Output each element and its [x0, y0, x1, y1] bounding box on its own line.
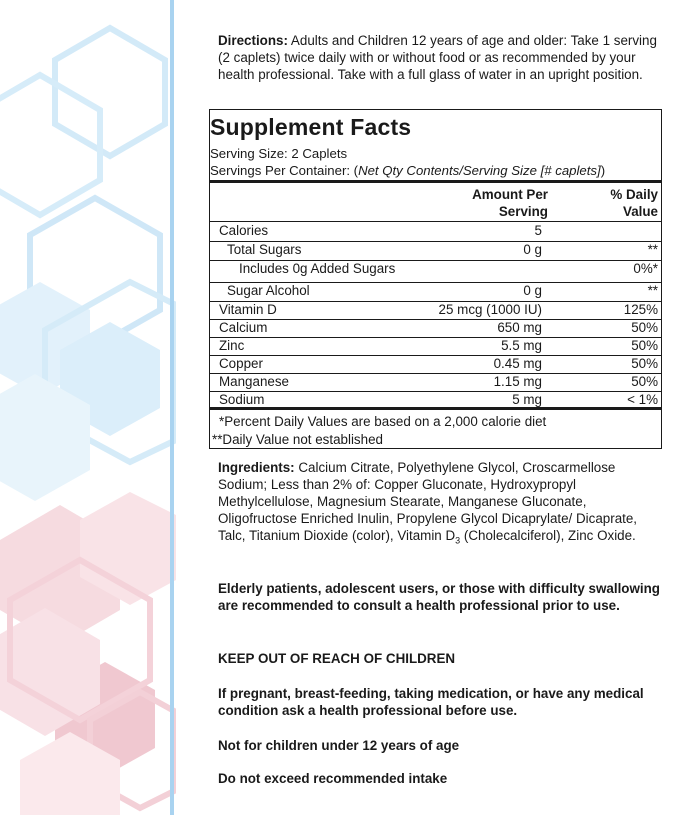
nutrient-amount: 1.15 mg — [493, 374, 542, 389]
nutrient-daily-value: ** — [647, 283, 658, 298]
nutrient-daily-value: 0%* — [633, 261, 658, 276]
nutrient-amount: 25 mcg (1000 IU) — [438, 302, 542, 317]
nutrient-amount: 5 mg — [512, 392, 542, 407]
amount-header-line1: Amount Per — [472, 187, 548, 202]
nutrient-name: Calories — [219, 223, 269, 238]
supplement-facts-panel — [209, 109, 662, 449]
nutrient-daily-value: 125% — [623, 302, 658, 317]
nutrient-row — [210, 301, 661, 319]
footnote-daily-value: **Daily Value not established — [212, 432, 383, 447]
nutrient-name: Manganese — [219, 374, 289, 389]
daily-header-line2: Value — [623, 204, 658, 219]
hexagon-pattern — [0, 0, 176, 815]
directions-text: Adults and Children 12 years of age and older: Take 1 serving (2 caplets) twice daily with or without food or as recommended by your health professional. Take with a full glass of water in an upright position. — [218, 33, 657, 82]
servings-per-container — [210, 163, 605, 178]
ingredients-text-end: (Cholecalciferol), Zinc Oxide. — [460, 528, 636, 543]
servings-per-container-value: Net Qty Contents/Serving Size [# caplets] — [358, 163, 601, 178]
ingredients-label: Ingredients: — [218, 460, 295, 475]
servings-per-container-end: ) — [600, 163, 606, 178]
decorative-hexagon-background — [0, 0, 176, 815]
ingredients-paragraph — [218, 459, 663, 550]
footnote-percent-daily: *Percent Daily Values are based on a 2,000 calorie diet — [219, 414, 547, 429]
nutrient-amount: 0 g — [523, 242, 542, 257]
nutrient-amount: 0 g — [523, 283, 542, 298]
thick-rule-bottom — [210, 407, 661, 410]
elderly-warning: Elderly patients, adolescent users, or those with difficulty swallowing are recommended to consult a health professional prior to use. — [218, 581, 660, 613]
nutrient-name: Calcium — [219, 320, 268, 335]
daily-header-line1: % Daily — [610, 187, 658, 202]
nutrient-row — [210, 222, 661, 240]
vertical-divider — [170, 0, 174, 815]
nutrient-name: Sodium — [219, 392, 265, 407]
ingredients-text: Calcium Citrate, Polyethylene Glycol, Croscarmellose Sodium; Less than 2% of: Copper Gluconate, Hydroxypropyl Methylcellulose, Magnesium Stearate, Manganese Gluconate, Oligofructose Enriched Inulin, Propylene Glycol Dicaprylate/ Dicaprate, Talc, Titanium Dioxide (color), Vitamin D — [218, 460, 638, 543]
supplement-facts-title: Supplement Facts — [210, 114, 412, 140]
nutrient-daily-value: < 1% — [627, 392, 658, 407]
nutrient-row — [210, 319, 661, 337]
nutrient-name: Copper — [219, 356, 263, 371]
nutrient-name: Total Sugars — [227, 242, 302, 257]
nutrient-amount: 0.45 mg — [493, 356, 542, 371]
nutrient-name: Vitamin D — [219, 302, 277, 317]
nutrient-daily-value: 50% — [631, 320, 658, 335]
nutrient-daily-value: 50% — [631, 356, 658, 371]
pregnancy-warning: If pregnant, breast-feeding, taking medication, or have any medical condition ask a health professional before use. — [218, 686, 644, 718]
thick-rule — [210, 180, 661, 183]
nutrient-daily-value: ** — [647, 242, 658, 257]
nutrient-name: Includes 0g Added Sugars — [239, 261, 396, 276]
servings-per-container-label: Servings Per Container: ( — [210, 163, 359, 178]
nutrient-row — [210, 337, 661, 355]
nutrient-row — [210, 241, 661, 259]
nutrient-name: Sugar Alcohol — [227, 283, 310, 298]
nutrient-daily-value: 50% — [631, 338, 658, 353]
directions-paragraph — [218, 32, 663, 83]
amount-per-serving-header — [472, 186, 548, 220]
serving-size: Serving Size: 2 Caplets — [210, 146, 348, 161]
nutrient-row — [210, 260, 661, 278]
amount-header-line2: Serving — [498, 204, 548, 219]
nutrient-amount: 5.5 mg — [501, 338, 542, 353]
nutrient-amount: 650 mg — [497, 320, 542, 335]
nutrient-name: Zinc — [219, 338, 245, 353]
nutrient-daily-value: 50% — [631, 374, 658, 389]
nutrient-row — [210, 373, 661, 391]
directions-label: Directions: — [218, 33, 288, 48]
nutrient-row — [210, 355, 661, 373]
intake-warning: Do not exceed recommended intake — [218, 771, 448, 786]
keep-out-of-reach-warning: KEEP OUT OF REACH OF CHILDREN — [218, 651, 456, 666]
age-warning: Not for children under 12 years of age — [218, 738, 460, 753]
nutrient-row — [210, 282, 661, 300]
nutrient-amount: 5 — [534, 223, 542, 238]
vitamin-d-subscript: 3 — [455, 535, 461, 546]
daily-value-header — [610, 186, 658, 220]
